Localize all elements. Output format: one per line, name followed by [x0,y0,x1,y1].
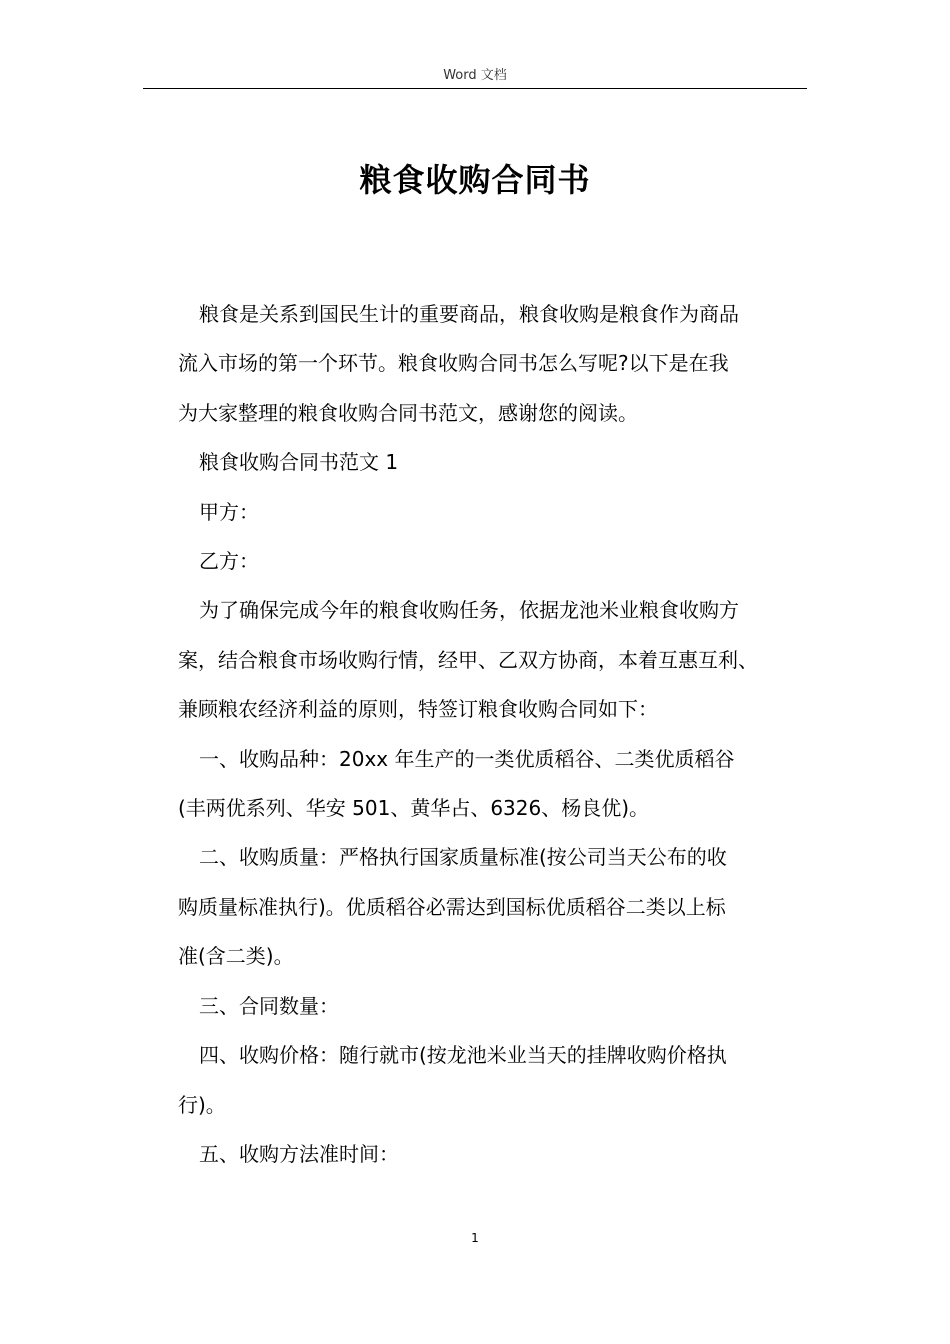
clause-quality: 二、收购质量：严格执行国家质量标准(按公司当天公布的收 购质量标准执行)。优质稻谷必需达到国标优质稻谷二类以上标 准(含二类)。 [178,845,727,969]
document-body [178,290,818,1179]
clause-price: 四、收购价格：随行就市(按龙池米业当天的挂牌收购价格执 行)。 [178,1043,727,1117]
preamble-paragraph: 为了确保完成今年的粮食收购任务，依据龙池米业粮食收购方 案，结合粮食市场收购行情，经甲、乙双方协商，本着互惠互利、 兼顾粮农经济利益的原则，特签订粮食收购合同如下： [178,598,758,722]
party-a-line: 甲方： [199,499,259,524]
page-number: 1 [471,1231,479,1245]
clause-variety: 一、收购品种：20xx 年生产的一类优质稻谷、二类优质稻谷 (丰两优系列、华安 501、黄华占、6326、杨良优)。 [178,746,735,821]
clause-method-time: 五、收购方法准时间： [199,1141,399,1166]
clause-quantity: 三、合同数量： [199,993,339,1018]
header-label: Word 文档 [443,68,507,83]
intro-paragraph: 粮食是关系到国民生计的重要商品，粮食收购是粮食作为商品 流入市场的第一个环节。粮食收购合同书怎么写呢?以下是在我 为大家整理的粮食收购合同书范文，感谢您的阅读。 [178,302,739,425]
header-divider [143,88,807,89]
party-b-line: 乙方： [199,549,259,574]
document-title: 粮食收购合同书 [359,161,591,199]
section-heading: 粮食收购合同书范文 1 [199,450,399,475]
